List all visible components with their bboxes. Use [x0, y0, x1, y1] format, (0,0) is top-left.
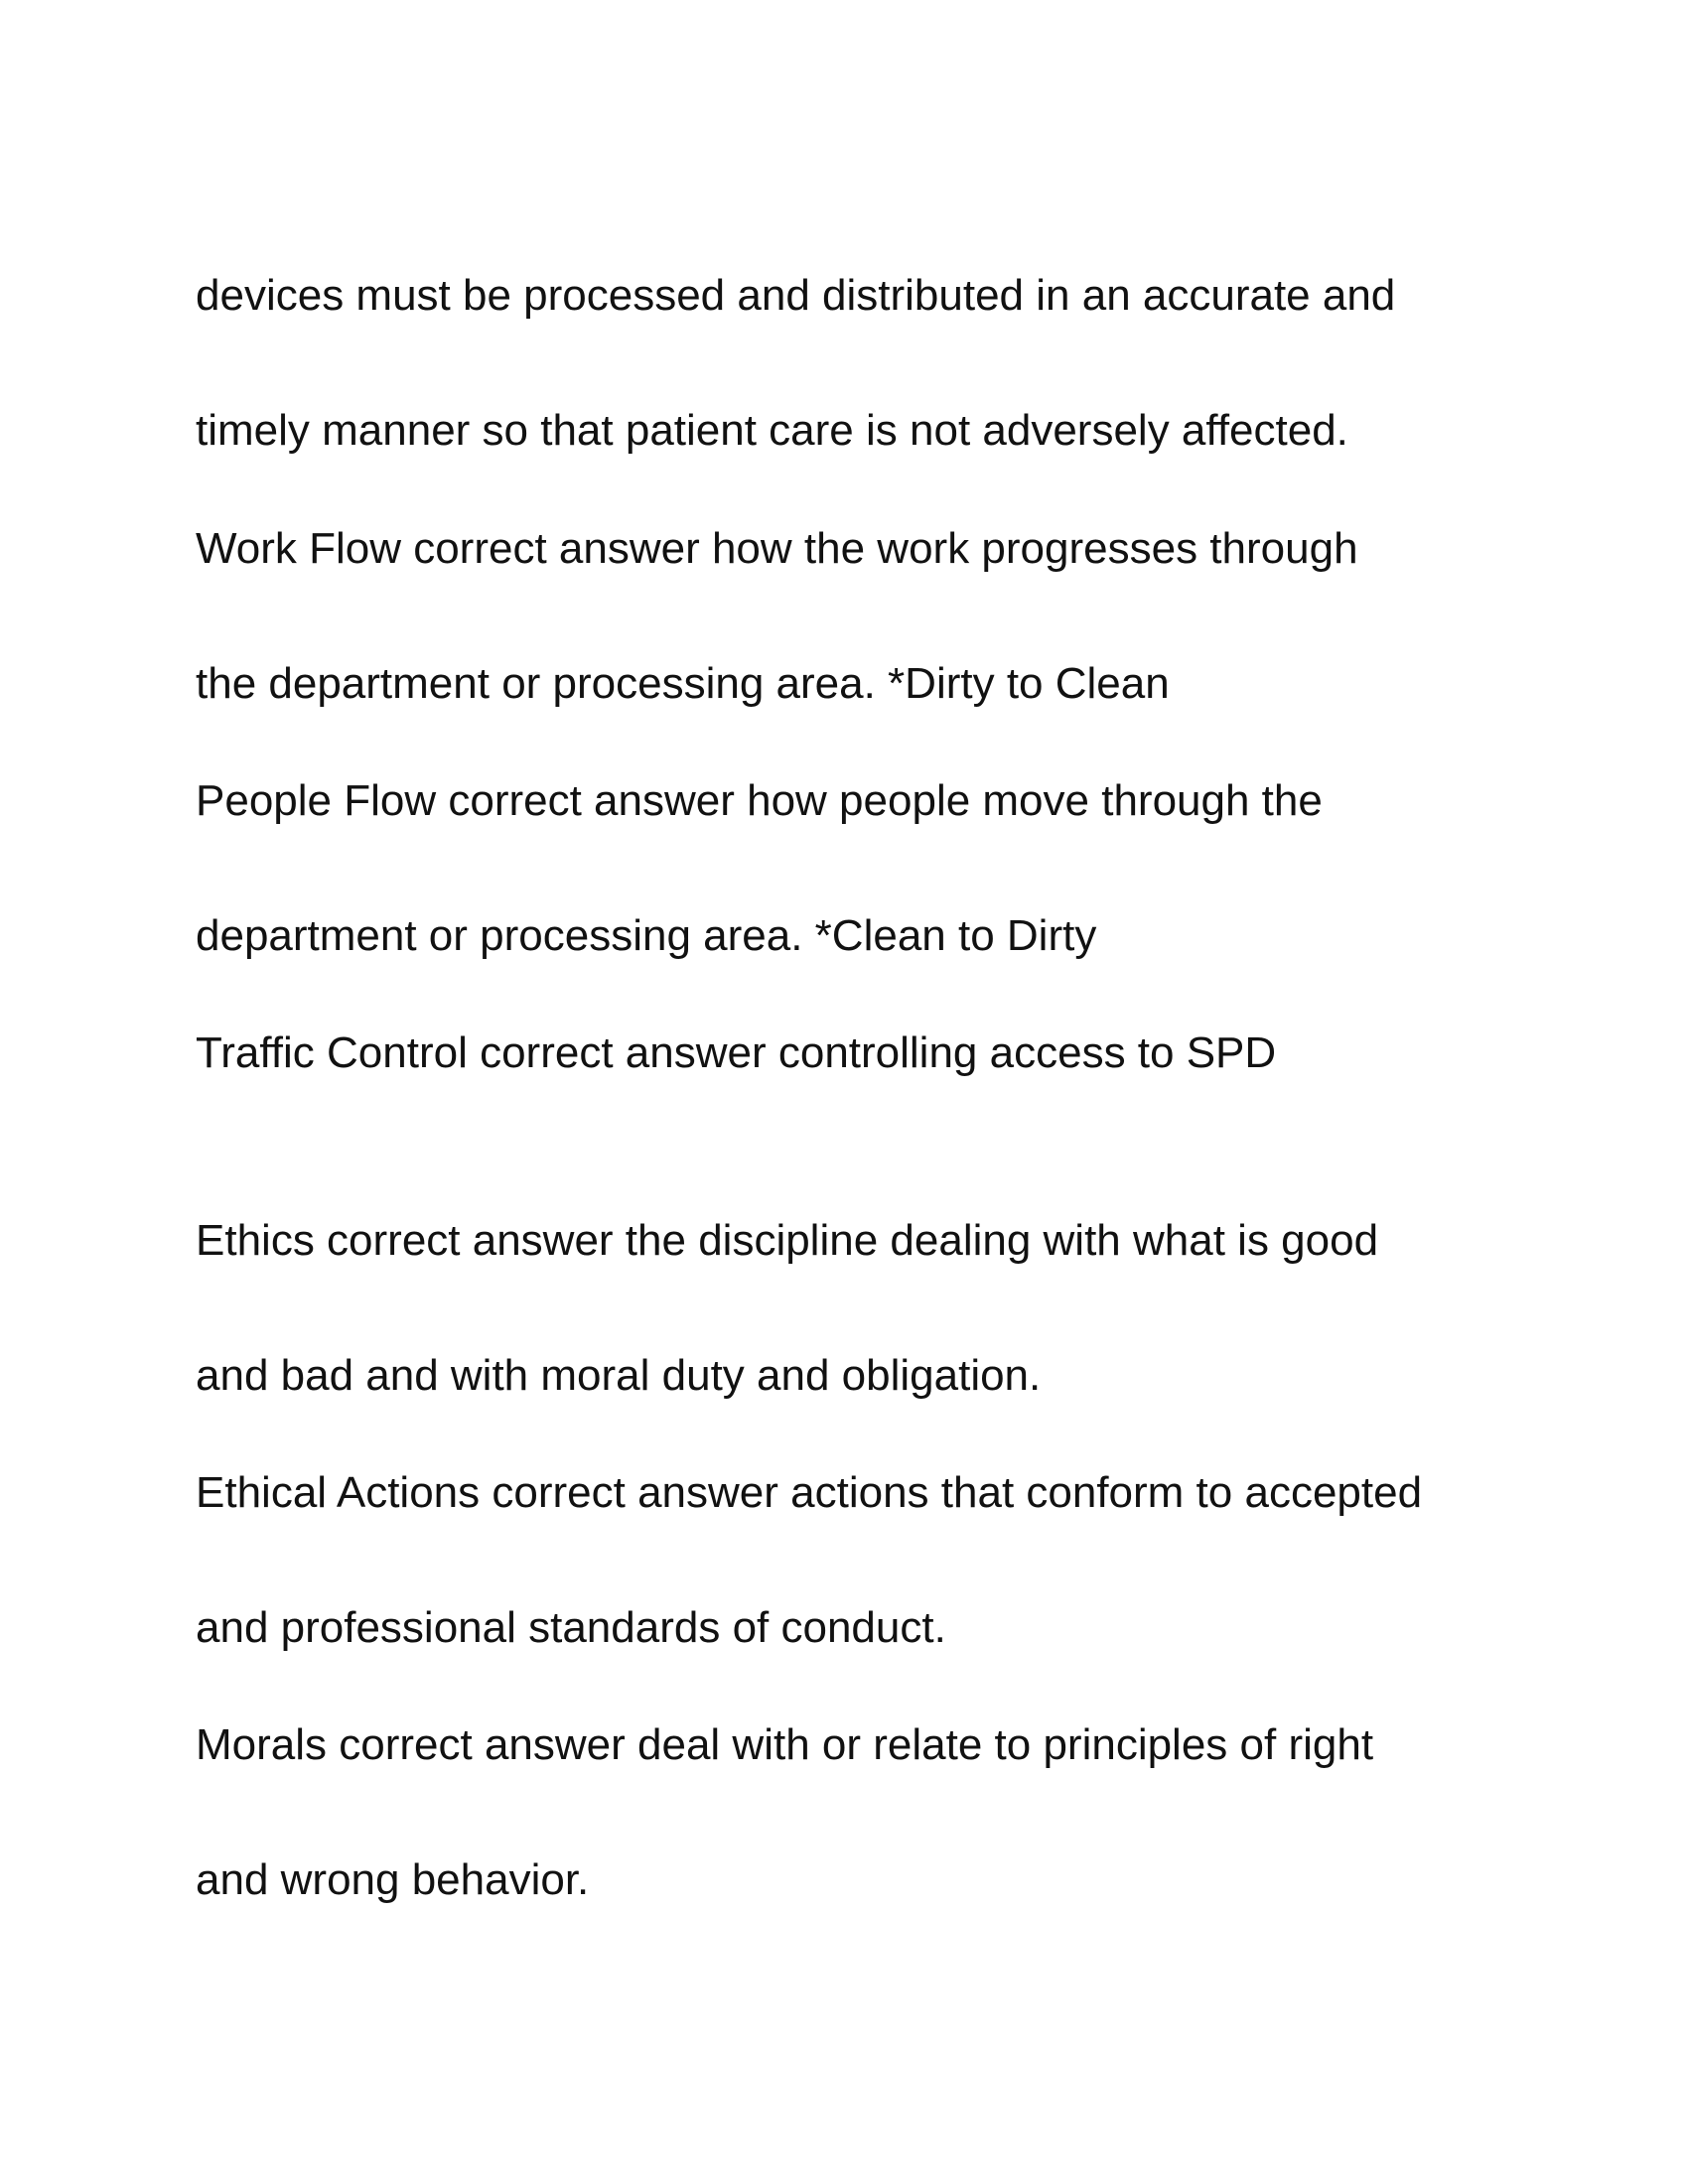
text-line: Morals correct answer deal with or relate to principles of right	[196, 1720, 1374, 1769]
text-line: Work Flow correct answer how the work progresses through	[196, 524, 1358, 573]
paragraph-morals	[196, 1644, 1516, 1981]
text-line: the department or processing area. *Dirty to Clean	[196, 659, 1170, 708]
text-line: and bad and with moral duty and obligation.	[196, 1351, 1042, 1400]
text-line: department or processing area. *Clean to Dirty	[196, 911, 1097, 960]
text-line: timely manner so that patient care is not adversely affected.	[196, 406, 1348, 455]
text-line: Ethics correct answer the discipline dealing with what is good	[196, 1216, 1379, 1265]
text-line: Traffic Control correct answer controlling access to SPD	[196, 1028, 1277, 1077]
text-line: People Flow correct answer how people move through the	[196, 776, 1323, 825]
text-line: devices must be processed and distributed in an accurate and	[196, 271, 1396, 320]
text-line: and wrong behavior.	[196, 1855, 590, 1904]
text-line: Ethical Actions correct answer actions that conform to accepted	[196, 1468, 1423, 1517]
paragraph-traffic-control	[196, 952, 1516, 1155]
text-line: and professional standards of conduct.	[196, 1603, 946, 1652]
